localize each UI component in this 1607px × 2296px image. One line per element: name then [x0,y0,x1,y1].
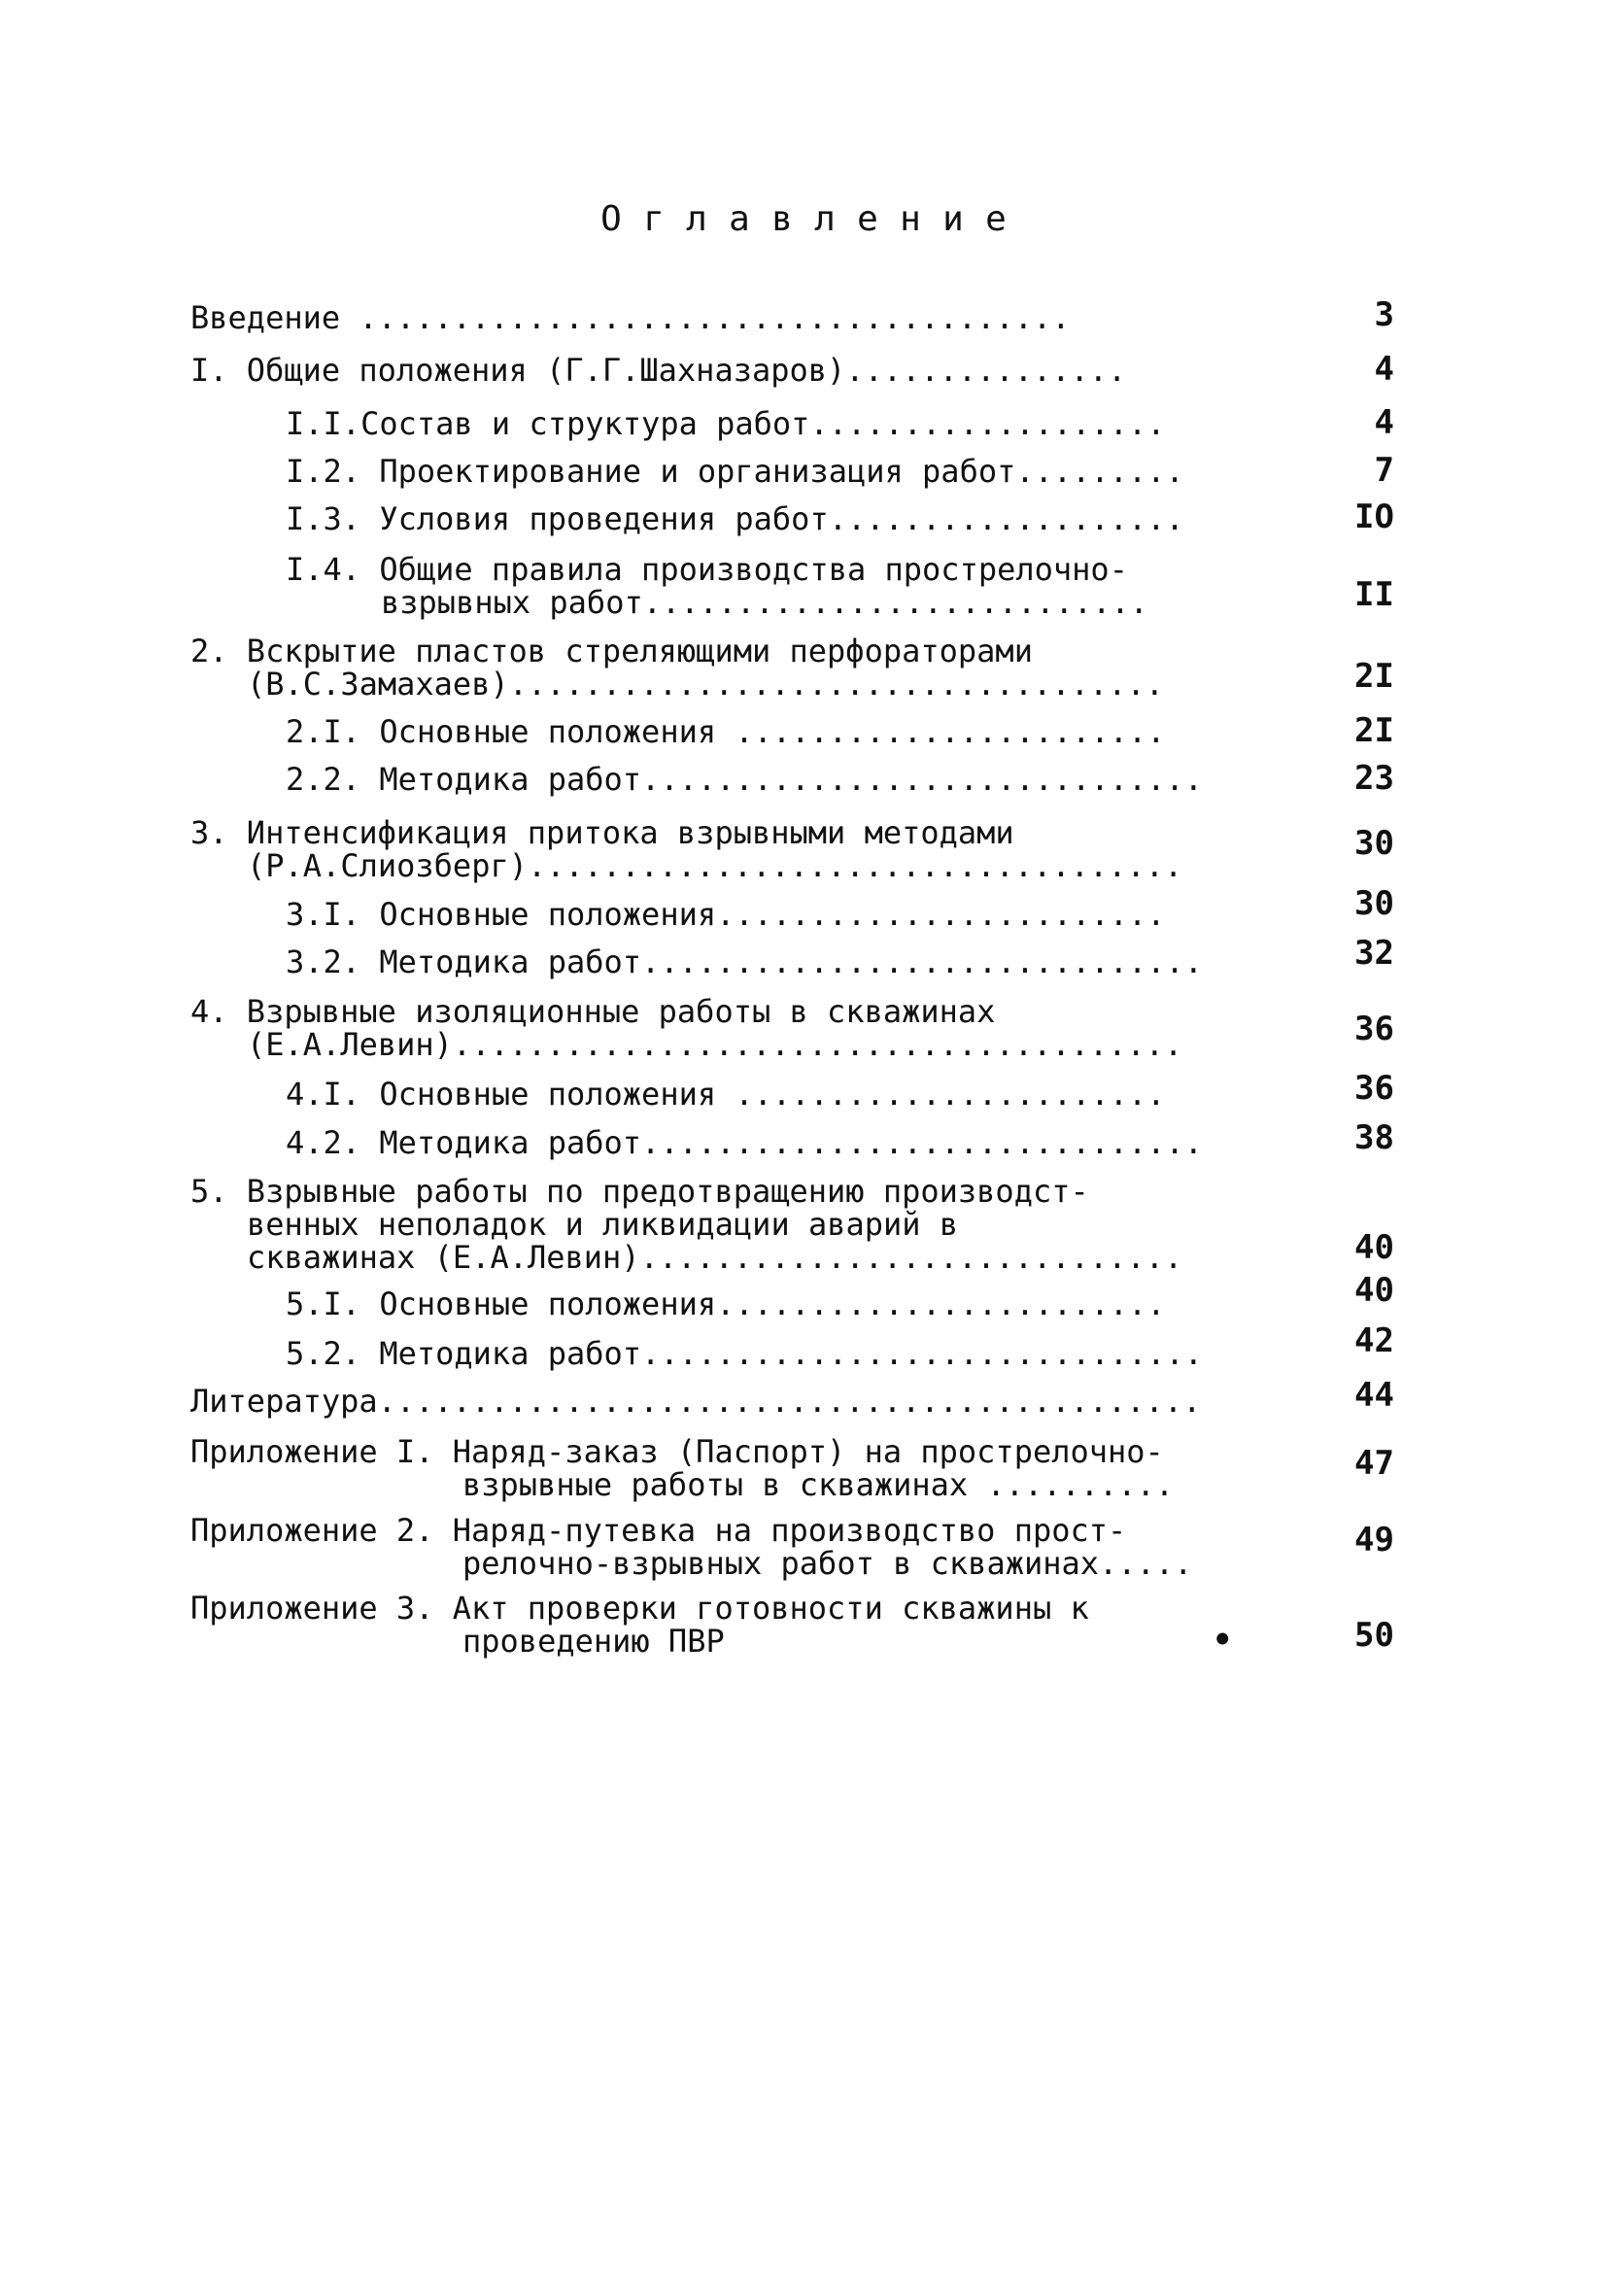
toc-page-number: 2I [1354,657,1394,696]
toc-entry-appendix-2 [190,1514,1192,1580]
toc-entry-section-5 [190,1175,1182,1274]
toc-page-number: 47 [1354,1444,1394,1483]
toc-entry-subsection-2-1 [286,715,1165,748]
toc-entry-subsection-5-1 [286,1287,1165,1320]
toc-page-number: 50 [1354,1616,1394,1655]
toc-entry-text: Введение ...................................... [190,299,1071,336]
toc-entry-subsection-4-2 [286,1126,1203,1159]
toc-entry-text: I.2. Проектирование и организация работ......... [286,453,1184,490]
toc-entry-text: 4. Взрывные изоляционные работы в скважинах [190,993,996,1030]
toc-entry-text: 2.I. Основные положения ....................... [286,713,1166,750]
toc-entry-text: взрывные работы в скважинах .......... [462,1466,1175,1503]
toc-entry-text: венных неполадок и ликвидации аварий в [247,1206,959,1243]
toc-page-number: 38 [1354,1118,1394,1157]
toc-page-number: 30 [1354,824,1394,863]
dot-leader-mark: • [1213,1621,1233,1660]
toc-entry-subsection-4-1 [286,1078,1165,1111]
toc-page-number: 44 [1354,1376,1394,1415]
toc-entry-text: I.3. Условия проведения работ................... [286,500,1184,537]
toc-entry-text: скважинах (Е.А.Левин)............................. [247,1239,1183,1276]
toc-page-number: 2I [1354,711,1394,750]
toc-entry-subsection-1-4 [286,553,1148,619]
toc-entry-appendix-3 [190,1592,1089,1658]
toc-entry-text: Приложение I. Наряд-заказ (Паспорт) на прострелочно- [190,1433,1164,1470]
toc-entry-text: 4.2. Методика работ.............................. [286,1124,1204,1161]
toc-entry-text: I. Общие положения (Г.Г.Шахназаров)............... [190,352,1127,389]
toc-entry-subsection-1-3 [286,502,1184,535]
toc-entry-text: I.I.Состав и структура работ................... [286,405,1166,442]
toc-page-number: 4 [1374,350,1394,389]
toc-entry-text: 5.I. Основные положения........................ [286,1285,1166,1322]
toc-entry-text: 2.2. Методика работ.............................. [286,761,1204,798]
toc-page-number: 4 [1374,403,1394,442]
toc-entry-section-3 [190,816,1182,882]
toc-entry-text: Приложение 2. Наряд-путевка на производство прост- [190,1512,1127,1549]
toc-entry-text: релочно-взрывных работ в скважинах..... [462,1545,1193,1582]
toc-page-number: 23 [1354,759,1394,798]
toc-entry-subsection-2-2 [286,763,1203,796]
toc-entry-section-1 [190,354,1126,387]
toc-page-number: 7 [1374,451,1394,490]
toc-page-number: 30 [1354,884,1394,923]
page-title: Оглавление [600,199,1029,239]
toc-entry-text: I.4. Общие правила производства прострелочно- [286,551,1128,588]
toc-entry-subsection-5-2 [286,1337,1203,1370]
toc-entry-text: (Р.А.Слиозберг)................................... [247,847,1183,884]
toc-page-number: 42 [1354,1321,1394,1360]
toc-entry-literature [190,1385,1201,1418]
toc-entry-text: проведению ПВР [462,1623,725,1660]
toc-entry-subsection-3-2 [286,945,1203,978]
toc-page-number: IO [1354,497,1394,536]
toc-page-number: 32 [1354,934,1394,973]
toc-entry-appendix-1 [190,1435,1174,1501]
toc-entry-text: 3. Интенсификация притока взрывными методами [190,814,1014,851]
toc-entry-text: 3.I. Основные положения........................ [286,896,1166,933]
toc-entry-section-2 [190,634,1164,701]
toc-entry-text: 5. Взрывные работы по предотвращению производст- [190,1173,1089,1210]
toc-entry-text: 3.2. Методика работ.............................. [286,943,1204,980]
toc-entry-text: (В.С.Замахаев)................................... [247,666,1165,703]
toc-page-number: 36 [1354,1010,1394,1048]
toc-entry-subsection-1-2 [286,455,1184,488]
toc-entry-text: Приложение 3. Акт проверки готовности скважины к [190,1590,1089,1627]
toc-entry-subsection-3-1 [286,898,1165,931]
toc-entry-section-4 [190,995,1182,1061]
toc-page-number: 3 [1374,295,1394,334]
toc-page-number: II [1354,575,1394,614]
toc-entry-text: Литература............................................ [190,1383,1202,1420]
toc-entry-text: 5.2. Методика работ.............................. [286,1335,1204,1372]
toc-entry-text: 2. Вскрытие пластов стреляющими перфораторами [190,633,1033,669]
toc-entry-text: 4.I. Основные положения ....................... [286,1076,1166,1113]
toc-page-number: 40 [1354,1228,1394,1267]
toc-page-number: 40 [1354,1271,1394,1310]
toc-entry-subsection-1-1 [286,407,1165,440]
toc-page-number: 49 [1354,1521,1394,1559]
toc-page-number: 36 [1354,1069,1394,1108]
toc-entry-introduction [190,301,1070,334]
toc-entry-text: (Е.А.Левин)....................................... [247,1026,1183,1063]
toc-entry-text: взрывных работ........................... [381,584,1148,621]
